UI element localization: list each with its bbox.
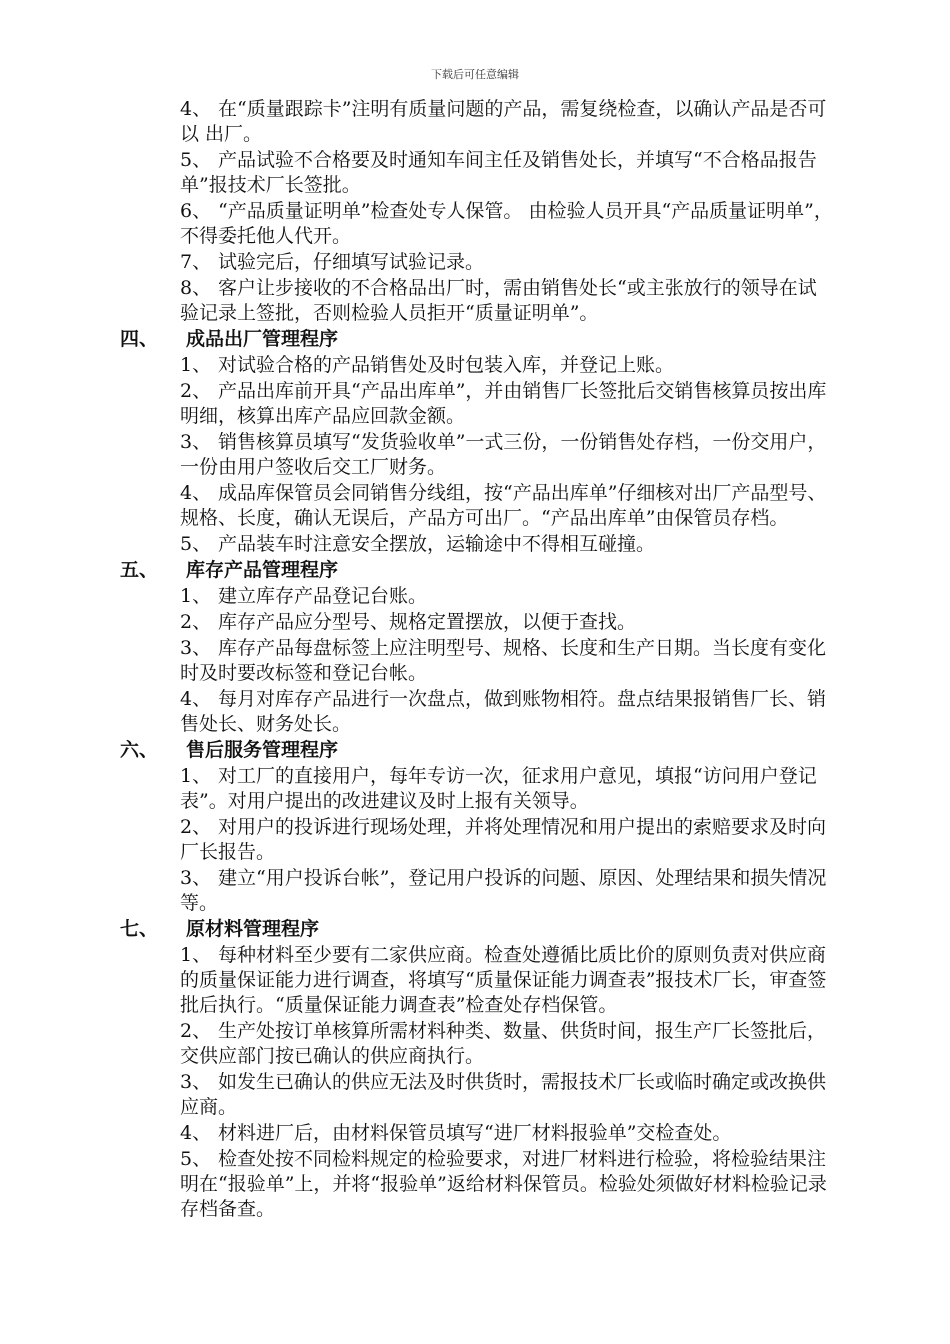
item-number: 1、 xyxy=(180,944,212,966)
list-item xyxy=(180,866,835,916)
item-text: 如发生已确认的供应无法及时供货时，需报技术厂长或临时确定或改换供应商。 xyxy=(180,1071,827,1118)
section-number: 五、 xyxy=(120,559,159,581)
section-heading xyxy=(0,558,950,583)
section-title: 成品出厂管理程序 xyxy=(186,328,339,350)
item-number: 3、 xyxy=(180,867,212,889)
section-title: 库存产品管理程序 xyxy=(186,559,339,581)
item-number: 4、 xyxy=(180,98,212,120)
item-number: 1、 xyxy=(180,354,212,376)
item-number: 3、 xyxy=(180,1071,212,1093)
list-item xyxy=(180,636,835,686)
item-number: 1、 xyxy=(180,765,212,787)
section-heading xyxy=(0,327,950,352)
item-text: 产品试验不合格要及时通知车间主任及销售处长，并填写“不合格品报告单”报技术厂长签批。 xyxy=(180,149,817,196)
list-item xyxy=(180,584,835,609)
item-number: 5、 xyxy=(180,1148,212,1170)
item-number: 2、 xyxy=(180,611,212,633)
section-number: 六、 xyxy=(120,739,159,761)
list-item xyxy=(180,943,835,1018)
list-item xyxy=(180,379,835,429)
item-text: 材料进厂后，由材料保管员填写“进厂材料报验单”交检查处。 xyxy=(218,1122,732,1144)
list-item xyxy=(180,687,835,737)
section-heading xyxy=(0,917,950,942)
list-item xyxy=(180,1147,835,1222)
list-item xyxy=(180,199,835,249)
item-text: 检查处按不同检料规定的检验要求，对进厂材料进行检验，将检验结果注明在“报验单”上，并将“报验单”返给材料保管员。检验处须做好材料检验记录存档备查。 xyxy=(180,1148,827,1220)
section-number: 四、 xyxy=(120,328,159,350)
item-text: 在“质量跟踪卡”注明有质量问题的产品，需复绕检查，以确认产品是否可以 出厂。 xyxy=(180,98,827,145)
item-number: 6、 xyxy=(180,200,212,222)
item-text: 每种材料至少要有二家供应商。检查处遵循比质比价的原则负责对供应商的质量保证能力进行调查，将填写“质量保证能力调查表”报技术厂长，审查签批后执行。“质量保证能力调查表”检查处存档保管。 xyxy=(180,944,827,1016)
list-item xyxy=(180,250,835,275)
item-text: 产品装车时注意安全摆放，运输途中不得相互碰撞。 xyxy=(218,533,656,555)
item-text: 建立库存产品登记台账。 xyxy=(218,585,428,607)
item-number: 2、 xyxy=(180,1020,212,1042)
section-title: 售后服务管理程序 xyxy=(186,739,339,761)
document-body xyxy=(0,97,950,1223)
list-item xyxy=(180,353,835,378)
item-number: 7、 xyxy=(180,251,212,273)
list-item xyxy=(180,97,835,147)
item-text: 客户让步接收的不合格品出厂时，需由销售处长“或主张放行的领导在试验记录上签批，否则检验人员拒开“质量证明单”。 xyxy=(180,277,817,324)
list-item xyxy=(180,430,835,480)
item-text: “产品质量证明单”检查处专人保管。 由检验人员开具“产品质量证明单”，不得委托他人代开。 xyxy=(180,200,833,247)
section-title: 原材料管理程序 xyxy=(186,918,320,940)
list-item xyxy=(180,764,835,814)
item-text: 每月对库存产品进行一次盘点，做到账物相符。盘点结果报销售厂长、销售处长、财务处长。 xyxy=(180,688,827,735)
item-number: 1、 xyxy=(180,585,212,607)
item-number: 3、 xyxy=(180,637,212,659)
list-item xyxy=(180,481,835,531)
item-text: 产品出库前开具“产品出库单”，并由销售厂长签批后交销售核算员按出库明细，核算出库产品应回款金额。 xyxy=(180,380,827,427)
section-number: 七、 xyxy=(120,918,159,940)
item-number: 4、 xyxy=(180,1122,212,1144)
item-text: 对试验合格的产品销售处及时包装入库，并登记上账。 xyxy=(218,354,675,376)
item-text: 库存产品每盘标签上应注明型号、规格、长度和生产日期。当长度有变化时及时要改标签和登记台帐。 xyxy=(180,637,827,684)
item-number: 8、 xyxy=(180,277,212,299)
list-item xyxy=(180,532,835,557)
list-item xyxy=(180,610,835,635)
page-header: 下载后可任意编辑 xyxy=(431,68,519,81)
item-text: 对工厂的直接用户，每年专访一次，征求用户意见，填报“访问用户登记表”。对用户提出的改进建议及时上报有关领导。 xyxy=(180,765,817,812)
list-item xyxy=(180,815,835,865)
item-number: 5、 xyxy=(180,149,212,171)
list-item xyxy=(180,1070,835,1120)
item-number: 2、 xyxy=(180,380,212,402)
item-text: 试验完后，仔细填写试验记录。 xyxy=(218,251,485,273)
item-text: 销售核算员填写“发货验收单”一式三份，一份销售处存档，一份交用户，一份由用户签收后交工厂财务。 xyxy=(180,431,827,478)
list-item xyxy=(180,148,835,198)
section-heading xyxy=(0,738,950,763)
item-number: 4、 xyxy=(180,688,212,710)
item-number: 2、 xyxy=(180,816,212,838)
list-item xyxy=(180,1019,835,1069)
item-text: 库存产品应分型号、规格定置摆放，以便于查找。 xyxy=(218,611,637,633)
item-text: 生产处按订单核算所需材料种类、数量、供货时间，报生产厂长签批后，交供应部门按已确认的供应商执行。 xyxy=(180,1020,827,1067)
list-item xyxy=(180,276,835,326)
list-item xyxy=(180,1121,835,1146)
item-text: 建立“用户投诉台帐”，登记用户投诉的问题、原因、处理结果和损失情况等。 xyxy=(180,867,827,914)
item-text: 成品库保管员会同销售分线组，按“产品出库单”仔细核对出厂产品型号、规格、长度，确认无误后，产品方可出厂。“产品出库单”由保管员存档。 xyxy=(180,482,827,529)
item-number: 3、 xyxy=(180,431,212,453)
item-number: 5、 xyxy=(180,533,212,555)
item-number: 4、 xyxy=(180,482,212,504)
item-text: 对用户的投诉进行现场处理，并将处理情况和用户提出的索赔要求及时向厂长报告。 xyxy=(180,816,827,863)
